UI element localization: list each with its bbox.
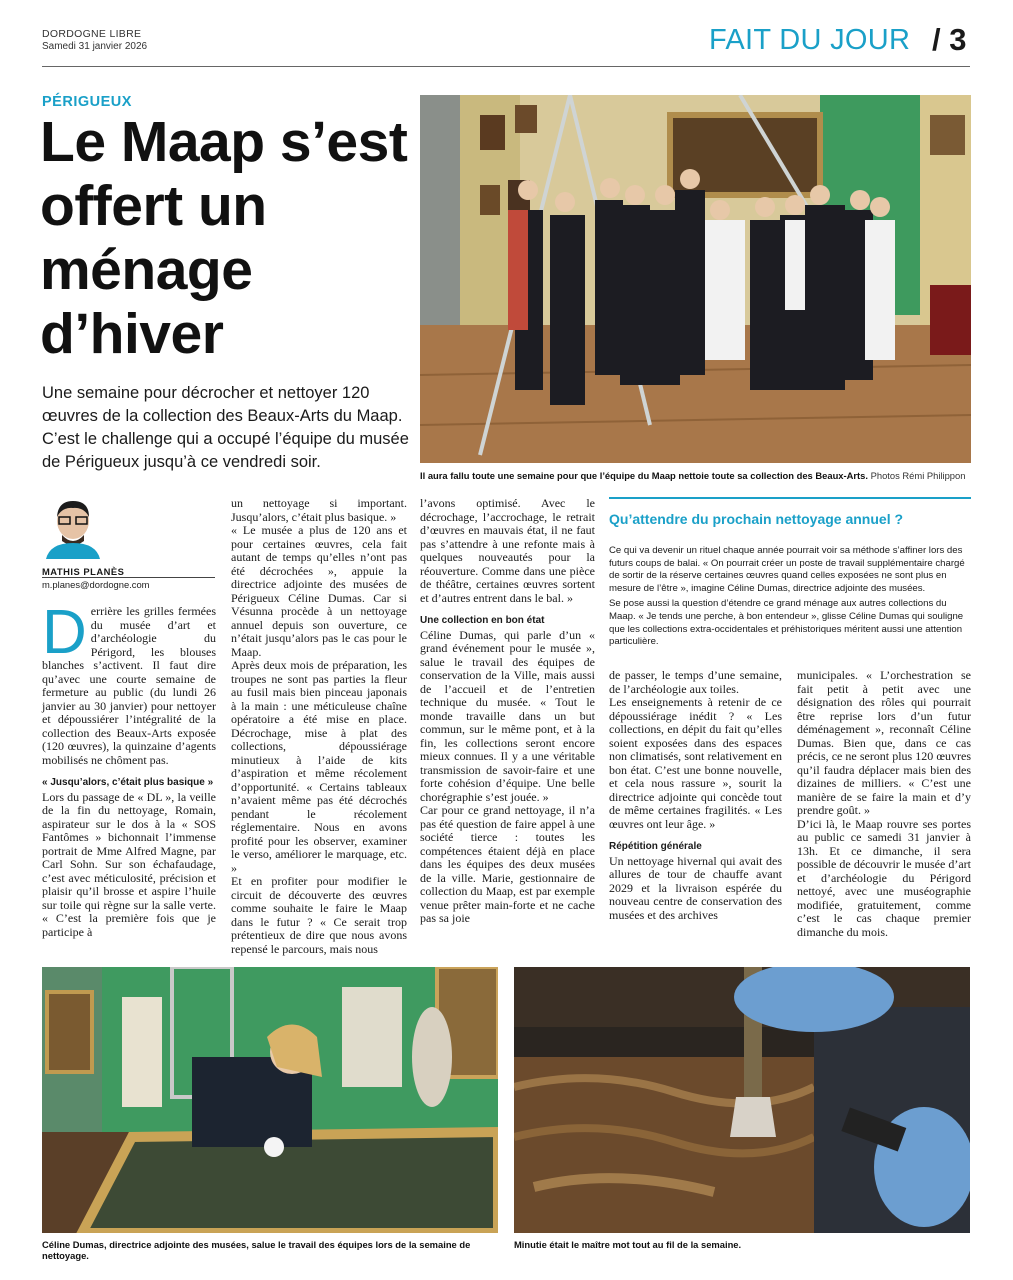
main-photo-team xyxy=(420,95,971,463)
article-column-5 xyxy=(797,669,971,939)
article-column-2 xyxy=(231,497,407,956)
column-1-paragraph-2: Lors du passage de « DL », la veille de la fin du nettoyage, Romain, aspirateur sur le dos à la « SOS Fantômes » bichonnait l’immense portrait de Mme Alfred Magne, par Carl Sohn. Sur son échafaudage, c’est avec méticulosité, précision et plaisir qu’il brosse et aspire l’huile sur toile qui règne sur la salle verte. « C’est la première fois que je participe à xyxy=(42,789,216,939)
column-4-paragraph-2: Les enseignements à retenir de ce dépoussiérage inédit ? « Les collections, en dépit du fait qu’elles soient exposées dans des espaces non climatisés, sont relativement en bon état. C’est une bonne nouvelle, et cela nous rassure », sourit la directrice adjointe qui concède tout de même certaines fragilités. « Les œuvres ont leur âge. » xyxy=(609,695,782,831)
box-title: Qu’attendre du prochain nettoyage annuel ? xyxy=(609,511,904,527)
team-photo-illustration xyxy=(420,95,971,463)
article-headline: Le Maap s’est offert un ménage d’hiver xyxy=(40,110,408,366)
masthead-divider xyxy=(42,66,970,67)
drop-cap: D xyxy=(42,598,87,667)
box-paragraph-2: Se pose aussi la question d’étendre ce grand ménage aux autres collections du Maap. « Je tends une perche, à bon entendeur », glisse Céline Dumas qui souligne que les collections extra-occidentales et préhistoriques méritent aussi une attention particulière. xyxy=(609,598,964,648)
article-kicker: PÉRIGUEUX xyxy=(42,94,132,110)
bottom-left-caption xyxy=(42,1239,498,1261)
box-top-rule xyxy=(609,497,971,499)
author-name: MATHIS PLANÈS xyxy=(42,566,125,577)
column-3-paragraph-1: l’avons optimisé. Avec le décrochage, l’accrochage, le retrait d’œuvres en mauvais état, il ne faut pas s’attendre à une refonte mais à quelques nouveautés pour la réouverture. Comme dans une pièce de théâtre, certaines œuvres sortent et d’autres entrent dans le bal. » xyxy=(420,496,595,605)
bottom-left-caption-text: Céline Dumas, directrice adjointe des musées, salue le travail des équipes lors de la semaine de nettoyage. xyxy=(42,1239,471,1261)
box-paragraph-1: Ce qui va devenir un rituel chaque année pourrait voir sa méthode s’affiner lors des futurs coups de balai. « On pourrait créer un poste de travail supplémentaire chargé de sortir de la réserve certaines œuvres quand celles exposées ne sont plus en mesure de l’être », imagine Céline Dumas, directrice adjointe des musées. xyxy=(609,545,965,594)
article-standfirst: Une semaine pour décrocher et nettoyer 120 œuvres de la collection des Beaux-Arts du Maap. C’est le challenge qui a occupé l’équipe du musée de Périgueux jusqu’à ce vendredi soir. xyxy=(42,384,409,471)
brush-detail-illustration xyxy=(514,967,970,1233)
column-2-paragraph-4: Et en profiter pour modifier le circuit de découverte des œuvres comme souhaite le faire le Maap dans le futur ? « Ce serait trop prétentieux de dire que nous avons repensé le parcours, mais nous xyxy=(231,874,407,956)
subheading-bon-etat: Une collection en bon état xyxy=(420,615,545,626)
issue-date: Samedi 31 janvier 2026 xyxy=(42,41,148,52)
column-5-paragraph-2: D’ici là, le Maap rouvre ses portes au public ce samedi 31 janvier à 13h. Et ce dimanche, il sera possible de découvrir le musée d’art et d’archéologie du Périgord nettoyé, avec une muséographie modifiée, gratuitement, comme c’est le cas chaque premier dimanche du mois. xyxy=(797,816,971,939)
bottom-right-caption xyxy=(514,1239,970,1250)
subheading-basique: « Jusqu’alors, c’était plus basique » xyxy=(42,777,214,788)
article-column-4 xyxy=(609,669,782,922)
column-2-paragraph-2: « Le musée a plus de 120 ans et pour certaines œuvres, cela fait autant de temps qu’elles n’ont pas été décrochées », appuie la directrice adjointe des musées de Périgueux Céline Dumas. Car si Vésunna procède à un nettoyage annuel depuis son ouverture, ce n’était jusqu’alors pas le cas pour le Maap. xyxy=(231,523,407,659)
column-3-paragraph-3: Car pour ce grand nettoyage, il n’a pas été question de faire appel à une société tierce : toutes les compétences étaient déjà en place dans les équipes des deux musées de la ville. Marie, gestionnaire de collection du Maap, est par exemple venue prêter main-forte et ne cache pas sa joie xyxy=(420,803,595,925)
column-5-paragraph-1: municipales. « L’orchestration se fait petit à petit avec une désignation des rôles qui pourrait être reprise lors d’un futur déménagement », reconnaît Céline Dumas. Bien que, dans ce cas précis, ce ne seront plus 120 œuvres qu’il faudra déplacer mais bien des dizaines de milliers. « C’est une manière de se faire la main et d’y prendre goût. » xyxy=(797,668,971,817)
column-4-paragraph-3: Un nettoyage hivernal qui avait des allures de tour de chauffe avant 2029 et la livraison espérée du nouveau centre de conservation des musées et des archives xyxy=(609,853,782,922)
author-email[interactable]: m.planes@dordogne.com xyxy=(42,579,150,590)
photo-celine-dumas xyxy=(42,967,498,1233)
subheading-repetition: Répétition générale xyxy=(609,841,702,852)
photo-detail-cleaning xyxy=(514,967,970,1233)
main-photo-caption xyxy=(420,470,971,481)
column-4-paragraph-1: de passer, le temps d’une semaine, de l’archéologie aux toiles. xyxy=(609,668,782,696)
cleaning-frame-illustration xyxy=(42,967,498,1233)
section-title: FAIT DU JOUR xyxy=(709,24,911,56)
author-divider xyxy=(42,577,215,578)
column-2-paragraph-1: un nettoyage si important. Jusqu’alors, c’était plus basique. » xyxy=(231,496,407,524)
article-column-3 xyxy=(420,497,595,926)
author-avatar xyxy=(42,497,104,559)
column-2-paragraph-3: Après deux mois de préparation, les troupes ne sont pas parties la fleur au fusil mais bien pinceau japonais à la main : une méticuleuse chaîne opératoire a été mise en place. Décrochage, mise à plat des collections, dépoussiérage minutieux à l’aide de kits d’aspiration et même récolement d’opportunité. « Certains tableaux n’avaient même pas été décrochés pendant le récolement réglementaire. Nous en avons profité pour les observer, examiner le verso, améliorer le marquage, etc. » xyxy=(231,658,407,875)
page-number: / 3 xyxy=(932,22,967,57)
article-column-1 xyxy=(42,598,216,939)
main-caption-text: Il aura fallu toute une semaine pour que l’équipe du Maap nettoie toute sa collection des Beaux-Arts. xyxy=(420,470,868,481)
newspaper-name: DORDOGNE LIBRE xyxy=(42,28,142,40)
box-body xyxy=(609,545,971,652)
bottom-right-caption-text: Minutie était le maître mot tout au fil de la semaine. xyxy=(514,1239,742,1250)
column-1-lead: errière les grilles fermées du musée d’art et d’archéologie du Périgord, les blouses blanches s’activent. Il faut dire qu’avec une courte semaine de fermeture au public (du lundi 26 janvier au 30 janvier) pour nettoyer et dépoussiérer l’intégralité de la collection des Beaux-Arts exposée (120 œuvres), la quinzaine d’agents mobilisés ne chôment pas. xyxy=(42,604,216,767)
photo-credit: Photos Rémi Philippon xyxy=(870,470,966,481)
column-3-paragraph-2: Céline Dumas, qui parle d’un « grand événement pour le musée », salue le travail des équipes de conservation de la Ville, mais aussi de l’accueil et de l’entretien technique du musée. « Tout le monde travaille dans un but commun, sur le même pont, et à la fin, les collections seront encore mieux connues. Il y a une véritable transmission de savoir-faire et une forte cohésion d’équipe. Une belle chorégraphie s’est jouée. » xyxy=(420,627,595,804)
